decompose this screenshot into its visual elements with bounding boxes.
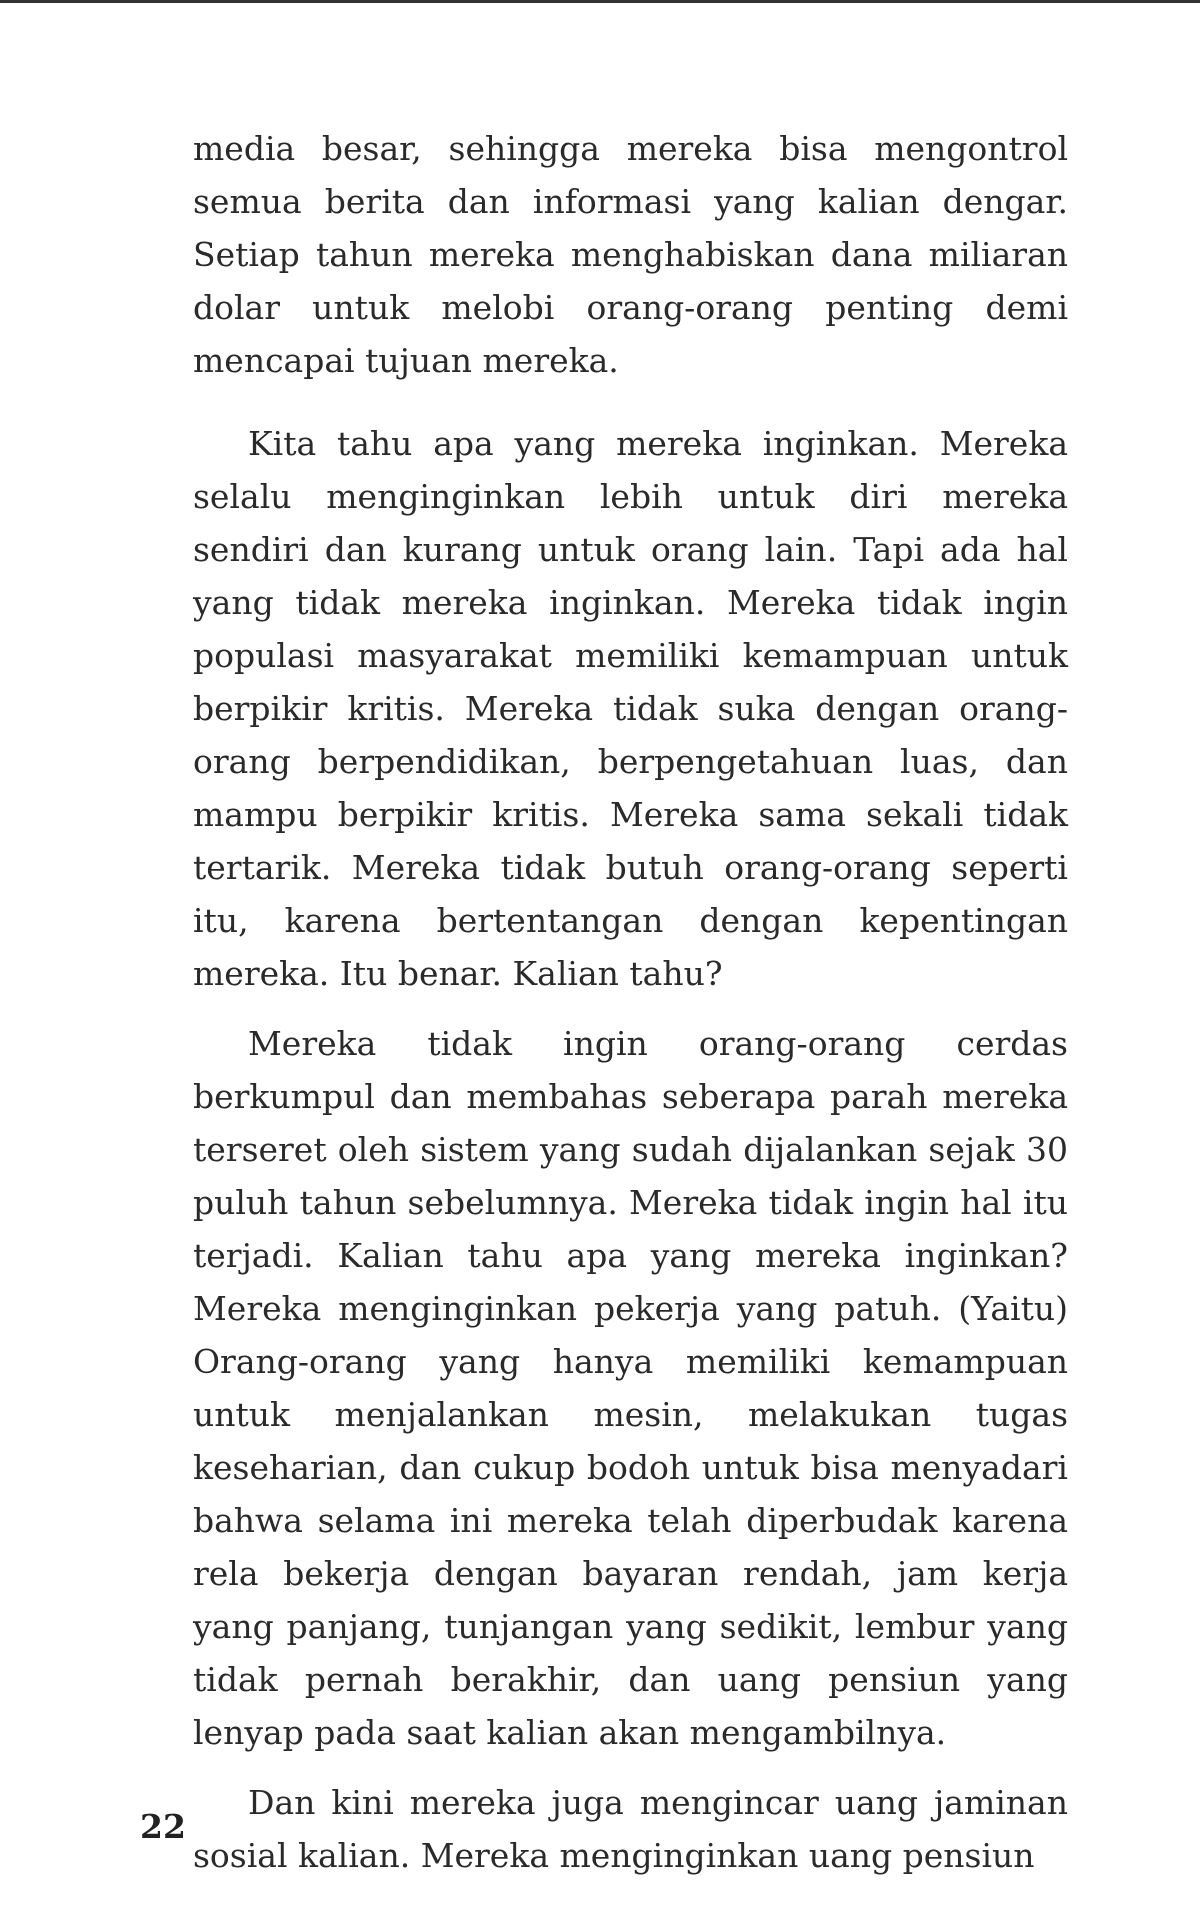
top-border-rule [0,0,1200,3]
paragraph-continued: media besar, sehingga mereka bisa mengontrol semua berita dan informasi yang kalian dengar. Setiap tahun mereka menghabiskan dana miliaran dolar untuk melobi orang-orang penting demi mencapai tujuan mereka. [193,129,1068,380]
paragraph-2: Kita tahu apa yang mereka inginkan. Mereka selalu menginginkan lebih untuk diri mereka sendiri dan kurang untuk orang lain. Tapi ada hal yang tidak mereka inginkan. Mereka tidak ingin populasi masyarakat memiliki kemampuan untuk berpikir kritis. Mereka tidak suka dengan orang-orang berpendidikan, berpengetahuan luas, dan mampu berpikir kritis. Mereka sama sekali tidak tertarik. Mereka tidak butuh orang-orang seperti itu, karena bertentangan dengan kepentingan mereka. Itu benar. Kalian tahu? [193,424,1068,993]
page-number: 22 [140,1807,186,1846]
paragraph-3: Mereka tidak ingin orang-orang cerdas berkumpul dan membahas seberapa parah mereka terseret oleh sistem yang sudah dijalankan sejak 30 puluh tahun sebelumnya. Mereka tidak ingin hal itu terjadi. Kalian tahu apa yang mereka inginkan? Mereka menginginkan pekerja yang patuh. (Yaitu) Orang-orang yang hanya memiliki kemampuan untuk menjalankan mesin, melakukan tugas keseharian, dan cukup bodoh untuk bisa menyadari bahwa selama ini mereka telah diperbudak karena rela bekerja dengan bayaran rendah, jam kerja yang panjang, tunjangan yang sedikit, lembur yang tidak pernah berakhir, dan uang pensiun yang lenyap pada saat kalian akan mengambilnya. [193,1024,1068,1752]
body-text [193,122,1068,1882]
paragraph-4: Dan kini mereka juga mengincar uang jaminan sosial kalian. Mereka menginginkan uang pensiun [193,1783,1068,1875]
